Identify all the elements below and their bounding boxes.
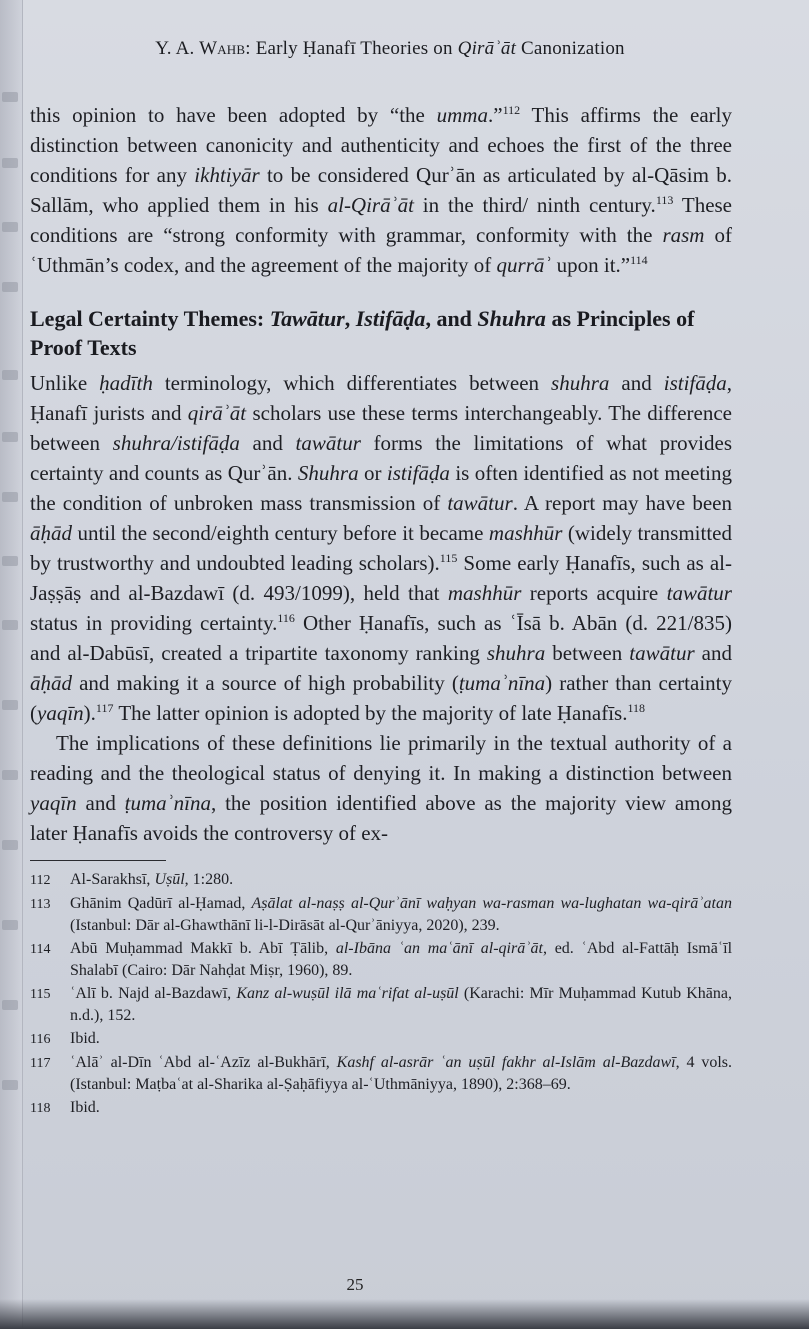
- footnote: [30, 893, 732, 937]
- footnote-number: 117: [30, 1056, 51, 1071]
- gutter-text-fragment: [2, 770, 18, 780]
- section-heading: Legal Certainty Themes: Tawātur, Istifāḍa, and Shuhra as Principles of Proof Texts: [30, 306, 695, 360]
- running-head: Y. A. Wahb: Early Ḥanafī Theories on Qirāʾāt Canonization: [155, 38, 625, 59]
- footnote-number: 114: [30, 942, 51, 957]
- footnote-number: 116: [30, 1032, 51, 1047]
- footnote: [30, 938, 732, 982]
- running-head-title: Early Ḥanafī Theories on: [255, 38, 458, 59]
- page-edge-shadow: [0, 1299, 809, 1329]
- footnote-number: 113: [30, 897, 51, 912]
- gutter-text-fragment: [2, 700, 18, 710]
- footnote: [30, 1097, 732, 1120]
- gutter-text-fragment: [2, 432, 18, 442]
- facing-page-gutter: [0, 0, 23, 1329]
- footnote-number: 115: [30, 987, 51, 1002]
- gutter-text-fragment: [2, 620, 18, 630]
- running-head-author: Y. A. Wahb: [155, 38, 246, 59]
- gutter-text-fragment: [2, 158, 18, 168]
- paragraph-2: Unlike ḥadīth terminology, which differentiates between shuhra and istifāḍa, Ḥanafī jurists and qirāʾāt scholars use these terms interchangeably. The difference between shuhra/istifāḍa and tawātur forms the limitations of what provides certainty and counts as Qurʾān. Shuhra or istifāḍa is often identified as not meeting the condition of unbroken mass transmission of tawātur. A report may have been āḥād until the second/eighth century before it became mashhūr (widely transmitted by trustworthy and undoubted leading scholars).$^{115}$ Some early Ḥanafīs, such as al-Jaṣṣāṣ and al-Bazdawī (d. 493/1099), held that mashhūr reports acquire tawātur status in providing certainty.$^{116}$ Other Ḥanafīs, such as ʿĪsā b. Abān (d. 221/835) and al-Dabūsī, created a tripartite taxonomy ranking shuhra between tawātur and āḥād and making it a source of high probability (ṭumaʾnīna) rather than certainty (yaqīn).$^{117}$ The latter opinion is adopted by the majority of late Ḥanafīs.$^{118}$: [30, 371, 733, 725]
- footnote-ref: 112: [502, 103, 521, 117]
- gutter-text-fragment: [2, 492, 18, 502]
- footnote-ref: 116: [277, 611, 295, 625]
- footnote-number: 118: [30, 1101, 51, 1116]
- main-text: [30, 100, 732, 1121]
- footnote-text: ʿAlī b. Najd al-Bazdawī, Kanz al-wuṣūl ilā maʿrifat al-uṣūl (Karachi: Mīr Muḥammad Kutub Khāna, n.d.), 152.: [70, 985, 733, 1024]
- gutter-text-fragment: [2, 840, 18, 850]
- footnote-ref: 118: [627, 701, 646, 715]
- footnote: [30, 983, 732, 1027]
- page-number: 25: [346, 1275, 364, 1294]
- footnote-number: 112: [30, 873, 51, 888]
- footnote-text: Ghānim Qadūrī al-Ḥamad, Aṣālat al-naṣṣ al-Qurʾānī waḥyan wa-rasman wa-lughatan wa-qirāʾatan (Istanbul: Dār al-Ghawthānī li-l-Dirāsāt al-Qurʾāniyya, 2020), 239.: [70, 895, 732, 934]
- footnote-text: Abū Muḥammad Makkī b. Abī Ṭālib, al-Ibāna ʿan maʿānī al-qirāʾāt, ed. ʿAbd al-Fattāḥ Ismāʿīl Shalabī (Cairo: Dār Nahḍat Miṣr, 1960), 89.: [70, 940, 733, 979]
- gutter-text-fragment: [2, 920, 18, 930]
- footnote-ref: 113: [655, 193, 674, 207]
- footnotes: [30, 869, 732, 1120]
- footnote-text: ʿAlāʾ al-Dīn ʿAbd al-ʿAzīz al-Bukhārī, Kashf al-asrār ʿan uṣūl fakhr al-Islām al-Bazdawī, 4 vols. (Istanbul: Maṭbaʿat al-Sharika al-Ṣaḥāfiyya al-ʿUthmāniyya, 1890), 2:368–69.: [70, 1054, 733, 1093]
- paragraph-3: The implications of these definitions lie primarily in the textual authority of a reading and the theological status of denying it. In making a distinction between yaqīn and ṭumaʾnīna, the position identified above as the majority view among later Ḥanafīs avoids the controversy of ex-: [30, 731, 732, 845]
- footnote: [30, 1052, 732, 1096]
- footnote-ref: 117: [95, 701, 114, 715]
- footnote-text: Ibid.: [70, 1030, 100, 1047]
- footnote-ref: 114: [630, 253, 648, 267]
- gutter-text-fragment: [2, 222, 18, 232]
- gutter-text-fragment: [2, 92, 18, 102]
- paragraph-1: this opinion to have been adopted by “the umma.”$^{112}$ This affirms the early distinction between canonicity and authenticity and echoes the first of the three conditions for any ikhtiyār to be considered Qurʾān as articulated by al-Qāsim b. Sallām, who applied them in his al-Qirāʾāt in the third/ ninth century.$^{113}$ These conditions are “strong conformity with grammar, conformity with the rasm of ʿUthmān’s codex, and the agreement of the majority of qurrāʾ upon it.”$^{114}$: [30, 103, 733, 277]
- footnote-text: Al-Sarakhsī, Uṣūl, 1:280.: [70, 871, 234, 888]
- running-head-title-italic: Qirāʾāt: [457, 38, 517, 59]
- footnote-divider: [30, 860, 166, 861]
- running-head-title-end: Canonization: [516, 38, 625, 59]
- footnote: [30, 1028, 732, 1051]
- footnote-text: Ibid.: [70, 1099, 100, 1116]
- gutter-text-fragment: [2, 370, 18, 380]
- gutter-text-fragment: [2, 282, 18, 292]
- gutter-text-fragment: [2, 1000, 18, 1010]
- gutter-text-fragment: [2, 556, 18, 566]
- footnote: [30, 869, 732, 892]
- gutter-text-fragment: [2, 1080, 18, 1090]
- footnote-ref: 115: [439, 551, 458, 565]
